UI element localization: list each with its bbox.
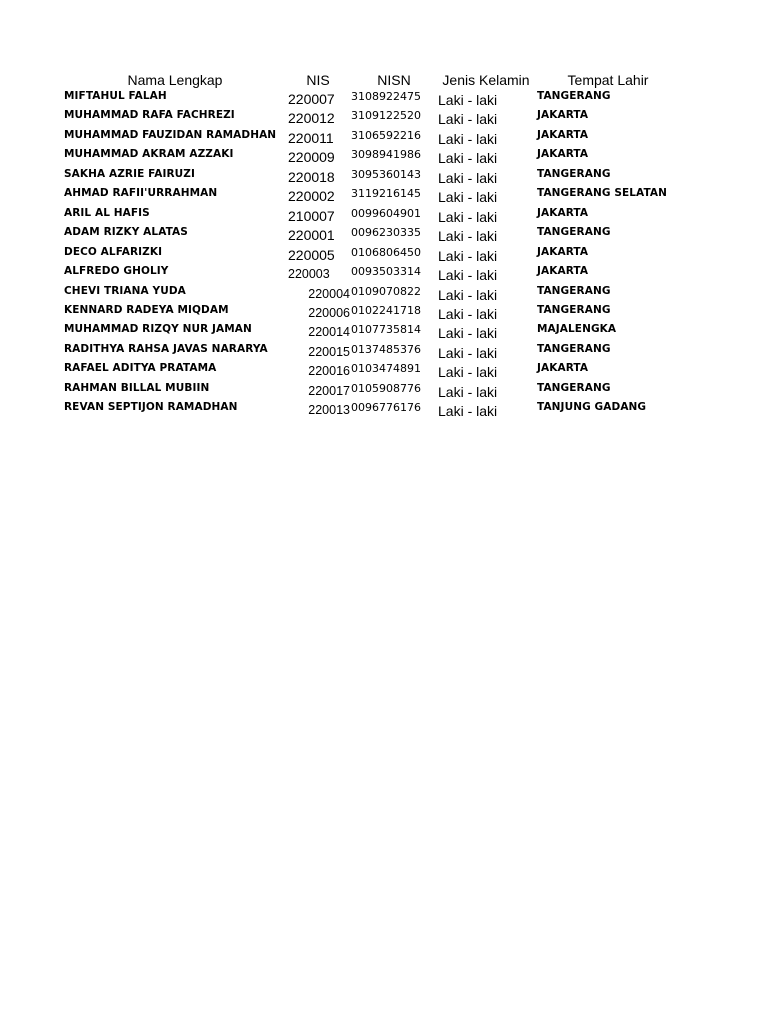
student-name: AHMAD RAFII'URRAHMAN	[64, 187, 218, 200]
student-name: ADAM RIZKY ALATAS	[64, 226, 188, 239]
student-birthplace: JAKARTA	[537, 206, 589, 219]
table-row	[0, 284, 768, 304]
student-nisn: 0096230335	[351, 226, 421, 240]
table-row	[0, 186, 768, 206]
student-nisn: 0093503314	[351, 265, 421, 279]
student-name: KENNARD RADEYA MIQDAM	[64, 303, 229, 316]
table-row	[0, 225, 768, 245]
student-birthplace: TANJUNG GADANG	[537, 401, 647, 414]
student-nis: 220014	[308, 325, 350, 340]
table-row	[0, 245, 768, 265]
student-nis: 210007	[288, 207, 335, 224]
header-nis: NIS	[306, 72, 330, 88]
student-nisn: 0103474891	[351, 362, 421, 376]
student-nis: 220017	[308, 383, 350, 398]
student-gender: Laki - laki	[438, 130, 498, 147]
student-nis: 220015	[308, 344, 350, 359]
table-row	[0, 264, 768, 284]
table-row	[0, 342, 768, 362]
student-nisn: 3106592216	[351, 128, 421, 142]
student-name: REVAN SEPTIJON RAMADHAN	[64, 401, 238, 414]
student-nis: 220012	[288, 110, 335, 127]
student-gender: Laki - laki	[438, 325, 498, 342]
student-nisn: 0102241718	[351, 303, 421, 317]
student-birthplace: TANGERANG	[537, 226, 611, 239]
table-row	[0, 322, 768, 342]
table-row	[0, 147, 768, 167]
student-birthplace: JAKARTA	[537, 245, 589, 258]
student-gender: Laki - laki	[438, 247, 498, 264]
student-birthplace: JAKARTA	[537, 128, 589, 141]
student-nis: 220011	[288, 129, 334, 146]
student-birthplace: JAKARTA	[537, 362, 589, 375]
student-nis: 220005	[288, 246, 335, 263]
student-name: ALFREDO GHOLIY	[64, 265, 169, 278]
table-row	[0, 108, 768, 128]
student-name: SAKHA AZRIE FAIRUZI	[64, 167, 195, 180]
table-row	[0, 89, 768, 109]
student-gender: Laki - laki	[438, 403, 498, 420]
student-name: RADITHYA RAHSA JAVAS NARARYA	[64, 342, 268, 355]
student-gender: Laki - laki	[438, 305, 498, 322]
student-name: CHEVI TRIANA YUDA	[64, 284, 186, 297]
student-gender: Laki - laki	[438, 169, 498, 186]
student-birthplace: JAKARTA	[537, 265, 589, 278]
student-gender: Laki - laki	[438, 383, 498, 400]
student-gender: Laki - laki	[438, 92, 498, 108]
student-gender: Laki - laki	[438, 344, 498, 361]
student-gender: Laki - laki	[438, 364, 498, 381]
student-nis: 220016	[308, 364, 350, 379]
student-gender: Laki - laki	[438, 228, 498, 245]
student-nisn: 0109070822	[351, 284, 421, 298]
header-gender: Jenis Kelamin	[442, 72, 530, 88]
table-row	[0, 361, 768, 381]
student-nis: 220007	[288, 91, 335, 107]
student-birthplace: TANGERANG	[537, 381, 611, 394]
student-birthplace: MAJALENGKA	[537, 323, 617, 336]
student-name: MUHAMMAD RIZQY NUR JAMAN	[64, 323, 252, 336]
student-nis: 220001	[288, 227, 335, 244]
table-row	[0, 303, 768, 323]
header-birthplace: Tempat Lahir	[567, 72, 649, 88]
student-name: RAFAEL ADITYA PRATAMA	[64, 362, 217, 375]
student-nisn: 3109122520	[351, 109, 421, 123]
student-nisn: 0105908776	[351, 381, 421, 395]
student-name: MUHAMMAD FAUZIDAN RAMADHAN	[64, 128, 277, 141]
student-nisn: 0099604901	[351, 206, 421, 220]
student-birthplace: TANGERANG	[537, 303, 611, 316]
student-nisn: 3119216145	[351, 187, 421, 201]
table-row	[0, 206, 768, 226]
student-name: ARIL AL HAFIS	[64, 206, 150, 219]
student-nis: 220003	[288, 267, 330, 282]
student-nisn: 0107735814	[351, 323, 421, 337]
table-row	[0, 167, 768, 187]
student-nis: 220009	[288, 149, 335, 166]
student-birthplace: TANGERANG	[537, 167, 611, 180]
student-gender: Laki - laki	[438, 150, 498, 167]
header-nisn: NISN	[377, 72, 411, 88]
student-nisn: 3098941986	[351, 148, 421, 162]
student-name: MIFTAHUL FALAH	[64, 90, 167, 102]
student-gender: Laki - laki	[438, 286, 498, 303]
student-nis: 220018	[288, 168, 335, 185]
table-row	[0, 128, 768, 148]
student-gender: Laki - laki	[438, 111, 498, 128]
student-nis: 220013	[308, 403, 350, 418]
student-name: DECO ALFARIZKI	[64, 245, 163, 258]
student-nisn: 0106806450	[351, 245, 421, 259]
student-nis: 220004	[308, 286, 350, 301]
student-birthplace: JAKARTA	[537, 109, 589, 122]
student-nisn: 3095360143	[351, 167, 421, 181]
student-nisn: 0096776176	[351, 401, 421, 415]
student-gender: Laki - laki	[438, 189, 498, 206]
student-nisn: 3108922475	[351, 90, 421, 103]
student-birthplace: TANGERANG	[537, 342, 611, 355]
student-name: RAHMAN BILLAL MUBIIN	[64, 381, 210, 394]
table-row	[0, 381, 768, 401]
student-name: MUHAMMAD RAFA FACHREZI	[64, 109, 235, 122]
student-birthplace: TANGERANG SELATAN	[537, 187, 668, 200]
student-birthplace: TANGERANG	[537, 90, 611, 102]
student-nis: 220002	[288, 188, 335, 205]
student-birthplace: TANGERANG	[537, 284, 611, 297]
table-row	[0, 400, 768, 420]
student-gender: Laki - laki	[438, 267, 498, 284]
student-birthplace: JAKARTA	[537, 148, 589, 161]
student-nisn: 0137485376	[351, 342, 421, 356]
header-name: Nama Lengkap	[127, 72, 223, 88]
student-nis: 220006	[308, 305, 350, 320]
student-name: MUHAMMAD AKRAM AZZAKI	[64, 148, 234, 161]
student-gender: Laki - laki	[438, 208, 498, 225]
